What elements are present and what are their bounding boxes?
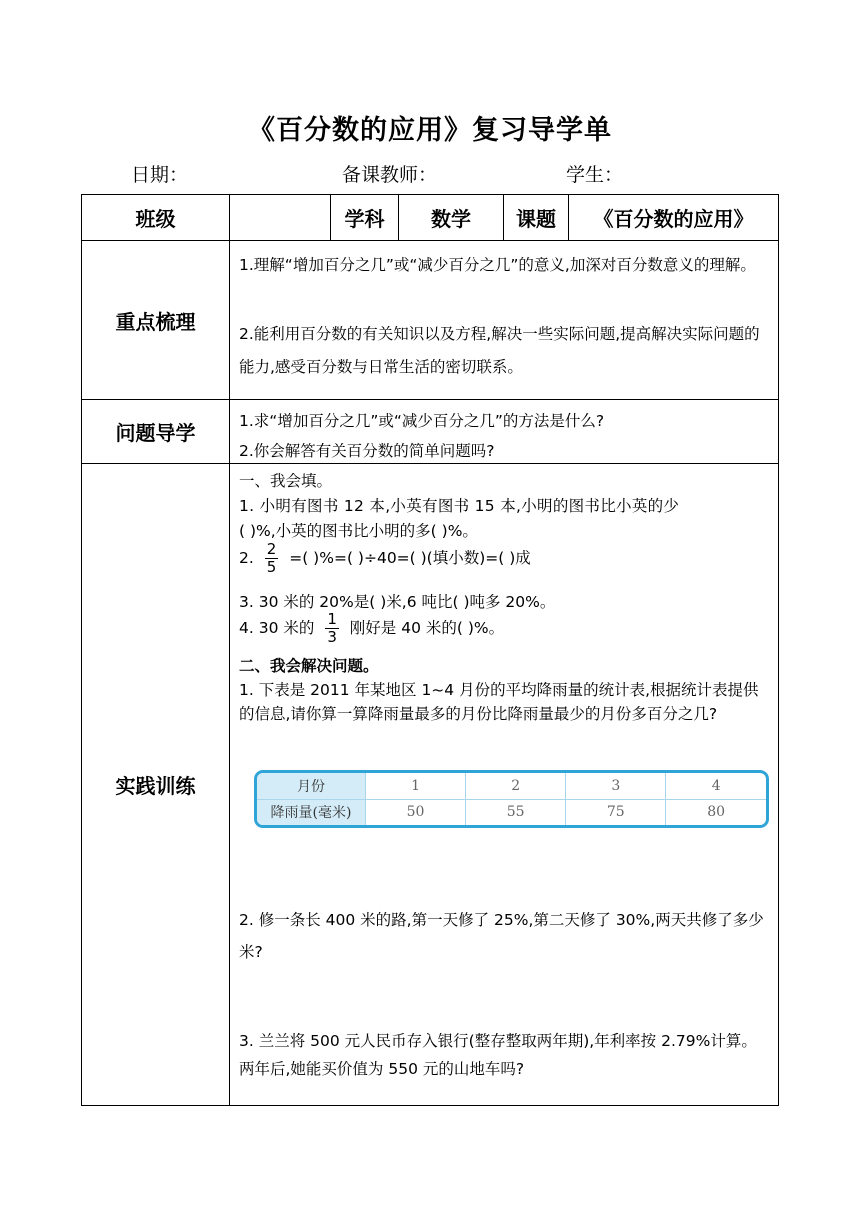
key-points-content bbox=[230, 241, 779, 400]
guide-label: 问题导学 bbox=[82, 400, 230, 464]
fill-question-4-rest: 刚好是 40 米的( )%。 bbox=[349, 619, 505, 637]
guide-question-2: 2.你会解答有关百分数的简单问题吗? bbox=[239, 442, 495, 460]
fraction-two-fifths bbox=[265, 541, 279, 576]
topic-value: 《百分数的应用》 bbox=[569, 195, 779, 241]
rainfall-cell: 55 bbox=[466, 799, 566, 825]
fill-question-4 bbox=[239, 611, 770, 646]
teacher-label: 备课教师： bbox=[342, 164, 438, 186]
practice-content bbox=[230, 464, 779, 1106]
page-title: 《百分数的应用》复习导学单 bbox=[248, 115, 612, 146]
fill-question-2-rest: =( )%=( )÷40=( )(填小数)=( )成 bbox=[289, 549, 531, 567]
topic-label: 课题 bbox=[504, 195, 569, 241]
key-point-2: 2.能利用百分数的有关知识以及方程,解决一些实际问题,提高解决实际问题的能力,感受百分数与日常生活的密切联系。 bbox=[239, 325, 760, 376]
fraction-denominator: 3 bbox=[327, 628, 337, 646]
practice-label: 实践训练 bbox=[82, 464, 230, 1106]
subject-label: 学科 bbox=[331, 195, 399, 241]
month-cell: 1 bbox=[366, 773, 466, 799]
section-solve-heading: 二、我会解决问题。 bbox=[239, 657, 379, 675]
rainfall-cell: 80 bbox=[666, 799, 766, 825]
key-point-1: 1.理解“增加百分之几”或“减少百分之几”的意义,加深对百分数意义的理解。 bbox=[239, 256, 756, 274]
section-fill-heading: 一、我会填。 bbox=[239, 472, 333, 490]
subject-value: 数学 bbox=[399, 195, 504, 241]
fraction-numerator: 1 bbox=[327, 610, 337, 628]
month-cell: 4 bbox=[666, 773, 766, 799]
rainfall-cell: 75 bbox=[566, 799, 666, 825]
guide-content bbox=[230, 400, 779, 464]
guide-question-1: 1.求“增加百分之几”或“减少百分之几”的方法是什么? bbox=[239, 412, 605, 430]
fill-question-1b: ( )%,小英的图书比小明的多( )%。 bbox=[239, 522, 478, 540]
fraction-denominator: 5 bbox=[266, 558, 277, 576]
month-cell: 2 bbox=[466, 773, 566, 799]
date-label: 日期： bbox=[131, 164, 189, 186]
month-header: 月份 bbox=[257, 773, 366, 799]
key-points-label: 重点梳理 bbox=[82, 241, 230, 400]
fraction-one-third bbox=[325, 611, 339, 646]
month-cell: 3 bbox=[566, 773, 666, 799]
fraction-numerator: 2 bbox=[266, 540, 277, 558]
rainfall-header: 降雨量(毫米) bbox=[257, 799, 366, 825]
class-label: 班级 bbox=[82, 195, 230, 241]
solve-problem-1: 1. 下表是 2011 年某地区 1~4 月份的平均降雨量的统计表,根据统计表提供的信息,请你算一算降雨量最多的月份比降雨量最少的月份多百分之几? bbox=[239, 681, 759, 723]
rainfall-cell: 50 bbox=[366, 799, 466, 825]
fill-question-2-prefix: 2. bbox=[239, 549, 254, 567]
solve-problem-2: 2. 修一条长 400 米的路,第一天修了 25%,第二天修了 30%,两天共修了多少米? bbox=[239, 911, 764, 961]
solve-problem-3: 3. 兰兰将 500 元人民币存入银行(整存整取两年期),年利率按 2.79%计算。两年后,她能买价值为 550 元的山地车吗? bbox=[239, 1032, 757, 1078]
student-label: 学生： bbox=[566, 164, 624, 186]
fill-question-3: 3. 30 米的 20%是( )米,6 吨比( )吨多 20%。 bbox=[239, 593, 556, 611]
class-value bbox=[230, 195, 331, 241]
worksheet-table bbox=[81, 194, 779, 1106]
fill-question-2 bbox=[239, 541, 770, 576]
rainfall-table bbox=[254, 770, 769, 828]
fill-question-4-prefix: 4. 30 米的 bbox=[239, 619, 315, 637]
fill-question-1a: 1. 小明有图书 12 本,小英有图书 15 本,小明的图书比小英的少 bbox=[239, 497, 680, 515]
